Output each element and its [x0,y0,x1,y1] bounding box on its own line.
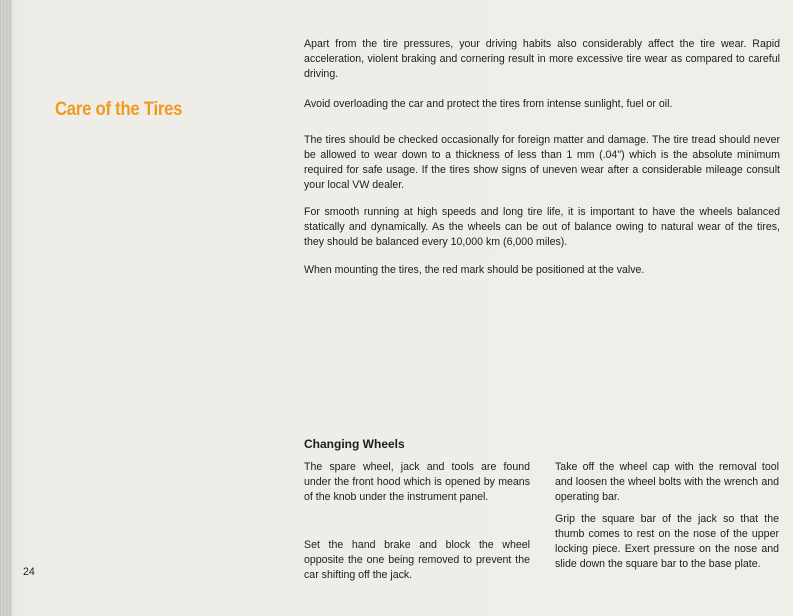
tires-paragraph-3: The tires should be checked occasionally for foreign matter and damage. The tire tread should never be allowed to wear down to a thickness of less than 1 mm (.04") which is the absolute minimum required for safe usage. If the tires show signs of uneven wear after a considerable mileage consult your local VW dealer. [304,134,780,191]
tires-paragraph-4: For smooth running at high speeds and long tire life, it is important to have the wheels balanced statically and dynamically. As the wheels can be out of balance owing to natural wear of the tires, they should be balanced every 10,000 km (6,000 miles). [304,206,780,248]
page-number: 24 [23,566,35,578]
section-title: Care of the Tires [55,99,183,120]
changing-wheels-right-paragraph-2: Grip the square bar of the jack so that the thumb comes to rest on the nose of the upper locking piece. Exert pressure on the nose and slide down the square bar to the base plate. [555,513,779,570]
tires-paragraph-5: When mounting the tires, the red mark should be positioned at the valve. [304,264,645,276]
changing-wheels-left-paragraph-1: The spare wheel, jack and tools are found under the front hood which is opened by means of the knob under the instrument panel. [304,461,530,503]
tires-paragraph-1: Apart from the tire pressures, your driving habits also considerably affect the tire wear. Rapid acceleration, violent braking and cornering result in more excessive tire wear as compared to careful driving. [304,38,780,80]
changing-wheels-heading: Changing Wheels [304,437,405,451]
changing-wheels-left-paragraph-2: Set the hand brake and block the wheel opposite the one being removed to prevent the car shifting off the jack. [304,539,530,581]
changing-wheels-right-paragraph-1: Take off the wheel cap with the removal tool and loosen the wheel bolts with the wrench and operating bar. [555,461,779,503]
page-binding-edge [0,0,12,616]
tires-paragraph-2: Avoid overloading the car and protect the tires from intense sunlight, fuel or oil. [304,98,673,110]
